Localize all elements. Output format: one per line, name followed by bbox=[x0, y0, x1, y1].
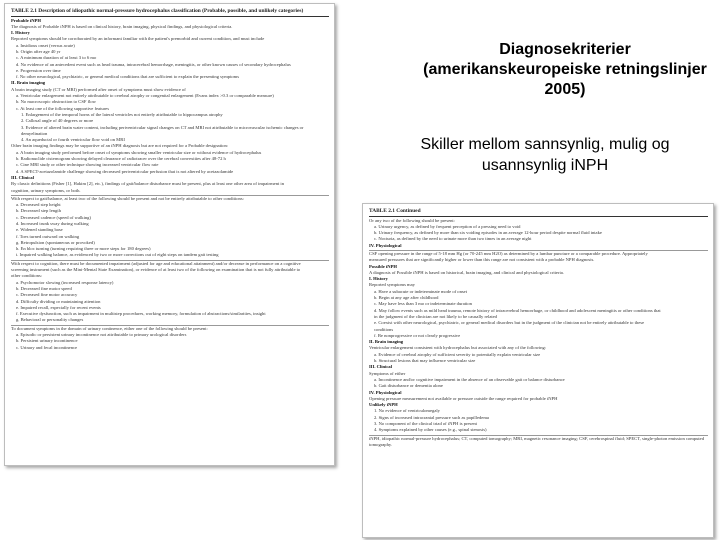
table-line: a. Have a subacute or indeterminate mode of onset bbox=[374, 288, 467, 294]
table-line: in the judgment of the clinician are not likely to be causally related bbox=[374, 313, 497, 319]
table-line: other conditions: bbox=[11, 273, 43, 279]
table-line: c. Urinary and fecal incontinence bbox=[16, 344, 78, 350]
table-line: The diagnosis of Probable iNPH is based on clinical history, brain imaging, physical findings, and physiological criteria. bbox=[11, 23, 233, 29]
slide-body-text: Skiller mellom sannsynlig, mulig og usannsynlig iNPH bbox=[420, 136, 670, 174]
table-line: c. Decreased cadence (speed of walking) bbox=[16, 214, 91, 220]
table-line: With respect to cognition, there must be documented impairment (adjusted for age and educational attainment) and/or decrease in performance on a cognitive bbox=[11, 260, 329, 267]
table-title-continued: TABLE 2.1 Continued bbox=[369, 208, 708, 217]
table-line: f. Toes turned outward on walking bbox=[16, 233, 80, 239]
table-line: c. Nocturia, as defined by the need to urinate more than two times in an average night bbox=[374, 236, 532, 242]
table-line: c. At least one of the following supportive features bbox=[16, 105, 109, 111]
table-line: measured pressures that are significantly higher or lower than this range are not consistent with a probable NPH diagnosis. bbox=[369, 257, 595, 263]
table-line: b. No macroscopic obstruction to CSF flow bbox=[16, 99, 97, 105]
table-line: IV. Physiological bbox=[369, 242, 402, 248]
table-line: e. Progression over time bbox=[16, 67, 61, 73]
table-line: d. Difficulty dividing or maintaining attention bbox=[16, 298, 101, 304]
table-line: Probable iNPH bbox=[11, 17, 41, 23]
table-line: Or any two of the following should be present: bbox=[369, 217, 455, 223]
table-line: c. Decreased fine motor accuracy bbox=[16, 292, 78, 298]
table-line: I. History bbox=[369, 276, 388, 282]
table-line: b. Begin at any age after childhood bbox=[374, 295, 439, 301]
table-line: 1. Enlargement of the temporal horns of the lateral ventricles not entirely attributable to hippocampus atrophy bbox=[21, 111, 223, 117]
table-line: e. Impaired recall, especially for recent events bbox=[16, 304, 101, 310]
table-line: a. Evidence of cerebral atrophy of sufficient severity to potentially explain ventricular size bbox=[374, 351, 541, 357]
table-line: Reported symptoms should be corroborated by an informant familiar with the patient's premorbid and current condition, and must include bbox=[11, 36, 265, 42]
table-line: g. Behavioral or personality changes bbox=[16, 317, 84, 323]
table-line: i. Impaired walking balance, as evidenced by two or more corrections out of eight steps on tandem gait testing bbox=[16, 252, 219, 258]
table-line: 3. No component of the clinical triad of iNPH is present bbox=[374, 421, 477, 426]
table-line: a. Incontinence and/or cognitive impairment in the absence of an observable gait or balance disturbance bbox=[374, 376, 565, 382]
table-text-block bbox=[11, 18, 329, 351]
table-page-left bbox=[4, 3, 335, 466]
table-line: d. May follow events such as mild head trauma, remote history of intracerebral hemorrhage, or childhood and adolescent meningitis or other conditions that bbox=[374, 307, 661, 313]
table-line: I. History bbox=[11, 30, 30, 36]
table-line: Unlikely iNPH bbox=[369, 402, 398, 408]
table-line: b. Structural lesions that may influence ventricular size bbox=[374, 358, 476, 364]
table-line: II. Brain imaging bbox=[369, 339, 404, 345]
table-line: e. Coexist with other neurological, psychiatric, or general medical disorders but in the judgment of the clinician not be entirely attributable to these bbox=[374, 320, 645, 326]
table-line: 4. An aqueductal or fourth ventricular flow void on MRI bbox=[21, 137, 125, 143]
table-line: a. Insidious onset (versus acute) bbox=[16, 42, 75, 48]
table-line: e. Widened standing base bbox=[16, 227, 63, 233]
table-line: d. No evidence of an antecedent event such as head trauma, intracerebral hemorrhage, meningitis, or other known causes of secondary hydrocephalus bbox=[16, 61, 291, 67]
table-line: tomography. bbox=[369, 441, 393, 447]
table-line: To document symptoms in the domain of urinary continence, either one of the following should be present: bbox=[11, 325, 329, 332]
table-line: b. Decreased fine motor speed bbox=[16, 285, 72, 291]
table-line: f. Be nonprogressive or not clearly progressive bbox=[374, 332, 461, 338]
table-line: a. Decreased step height bbox=[16, 202, 61, 208]
table-line: 2. Callosal angle of 40 degrees or more bbox=[21, 118, 94, 124]
table-line: 1. No evidence of ventriculomegaly bbox=[374, 408, 440, 414]
table-line: demyelination bbox=[21, 130, 48, 136]
table-line: iNPH, idiopathic normal-pressure hydrocephalus; CT, computed tomography; MRI, magnetic resonance imaging; CSF, cerebrospinal fluid; SPECT, single-photon emission computed bbox=[369, 435, 708, 442]
table-line: Ventricular enlargement consistent with hydrocephalus but associated with any of the following: bbox=[369, 345, 547, 351]
table-line: d. A SPECT-acetazolamide challenge showing decreased periventricular perfusion that is not altered by acetazolamide bbox=[16, 168, 234, 174]
table-line: Symptoms of either bbox=[369, 370, 406, 376]
table-line: f. No other neurological, psychiatric, or general medical conditions that are sufficient to explain the presenting symptoms bbox=[16, 74, 240, 80]
table-line: b. Urinary frequency, as defined by more than six voiding episodes in an average 12-hour period despite normal fluid intake bbox=[374, 230, 602, 236]
table-title: TABLE 2.1 Description of idiopathic normal-pressure hydrocephalus classification (Probable, possible, and unlikely categories) bbox=[11, 8, 329, 17]
table-line: a. Urinary urgency, as defined by frequent perception of a pressing need to void bbox=[374, 223, 521, 229]
table-line: cognition, urinary symptoms, or both. bbox=[11, 187, 81, 193]
table-line: b. Origin after age 40 yr bbox=[16, 48, 61, 54]
table-line: a. A brain imaging study performed before onset of symptoms showing smaller ventricular size or without evidence of hydrocephalus bbox=[16, 149, 262, 155]
table-line: CSF opening pressure in the range of 5-18 mm Hg (or 70-245 mm H2O) as determined by a lumbar puncture or a comparable procedure. Appropriately bbox=[369, 250, 708, 257]
table-line: a. Psychomotor slowing (increased response latency) bbox=[16, 279, 114, 285]
table-line: g. Retropulsion (spontaneous or provoked) bbox=[16, 239, 95, 245]
table-page-right bbox=[362, 203, 714, 538]
table-line: A diagnosis of Possible iNPH is based on historical, brain imaging, and clinical and physiological criteria. bbox=[369, 269, 564, 275]
table-line: b. Gait disturbance or dementia alone bbox=[374, 383, 443, 389]
table-line: With respect to gait/balance, at least two of the following should be present and not be entirely attributable to other conditions: bbox=[11, 195, 329, 202]
table-line: Other brain imaging findings may be supportive of an iNPH diagnosis but are not required for a Probable designation: bbox=[11, 143, 229, 149]
table-line: Reported symptoms may bbox=[369, 282, 415, 288]
table-line: Opening pressure measurement not available or pressure outside the range required for probable iNPH bbox=[369, 395, 558, 401]
table-line: A brain imaging study (CT or MRI) performed after onset of symptoms must show evidence of bbox=[11, 86, 186, 92]
table-line: 2. Signs of increased intracranial pressure such as papilledema bbox=[374, 414, 489, 420]
table-line: d. Increased trunk sway during walking bbox=[16, 221, 89, 226]
table-line: b. Decreased step length bbox=[16, 208, 61, 214]
table-line: h. En bloc turning (turning requiring three or more steps for 180 degrees) bbox=[16, 246, 151, 252]
table-line: c. Cine MRI study or other technique showing increased ventricular flow rate bbox=[16, 162, 159, 168]
table-line: II. Brain imaging bbox=[11, 80, 46, 86]
table-line: c. May have less than 3 mo or indeterminate duration bbox=[374, 301, 472, 307]
table-line: a. Episodic or persistent urinary incontinence not attributable to primary urological disorders bbox=[16, 332, 187, 338]
table-line: conditions bbox=[374, 326, 394, 332]
table-line: 4. Symptoms explained by other causes (e.g., spinal stenosis) bbox=[374, 427, 487, 433]
table-line: IV. Physiological bbox=[369, 389, 402, 395]
table-line: b. Radionuclide cisternogram showing delayed clearance of radiotracer over the cerebral convexities after 48-72 h bbox=[16, 156, 226, 162]
table-line: By classic definitions (Fisher [1], Hakim [2], etc.), findings of gait/balance disturbance must be present, plus at least one other area of impairment in bbox=[11, 181, 284, 187]
table-line: III. Clinical bbox=[369, 364, 392, 370]
table-line: c. A minimum duration of at least 3 to 6 mo bbox=[16, 55, 97, 61]
table-line: a. Ventricular enlargement not entirely attributable to cerebral atrophy or congenital enlargement (Evans index >0.3 or comparable measure) bbox=[16, 93, 274, 99]
table-line: screening instrument (such as the Mini-Mental State Examination), or evidence of at least two of the following on examination that is not fully attributable to bbox=[11, 267, 301, 273]
table-text-block bbox=[369, 218, 708, 449]
table-line: b. Persistent urinary incontinence bbox=[16, 338, 78, 344]
table-line: III. Clinical bbox=[11, 174, 34, 180]
table-line: f. Executive dysfunction, such as impairment in multistep procedures, working memory, formulation of abstractions/similarities, insight bbox=[16, 311, 266, 317]
table-line: Possible iNPH bbox=[369, 263, 397, 269]
slide-heading: Diagnosekriterier (amerikanskeuropeiske retningslinjer 2005) bbox=[423, 41, 707, 98]
table-line: 3. Evidence of altered brain water content, including periventricular signal changes on CT and MRI not attributable to microvascular ischemic changes or bbox=[21, 124, 304, 130]
